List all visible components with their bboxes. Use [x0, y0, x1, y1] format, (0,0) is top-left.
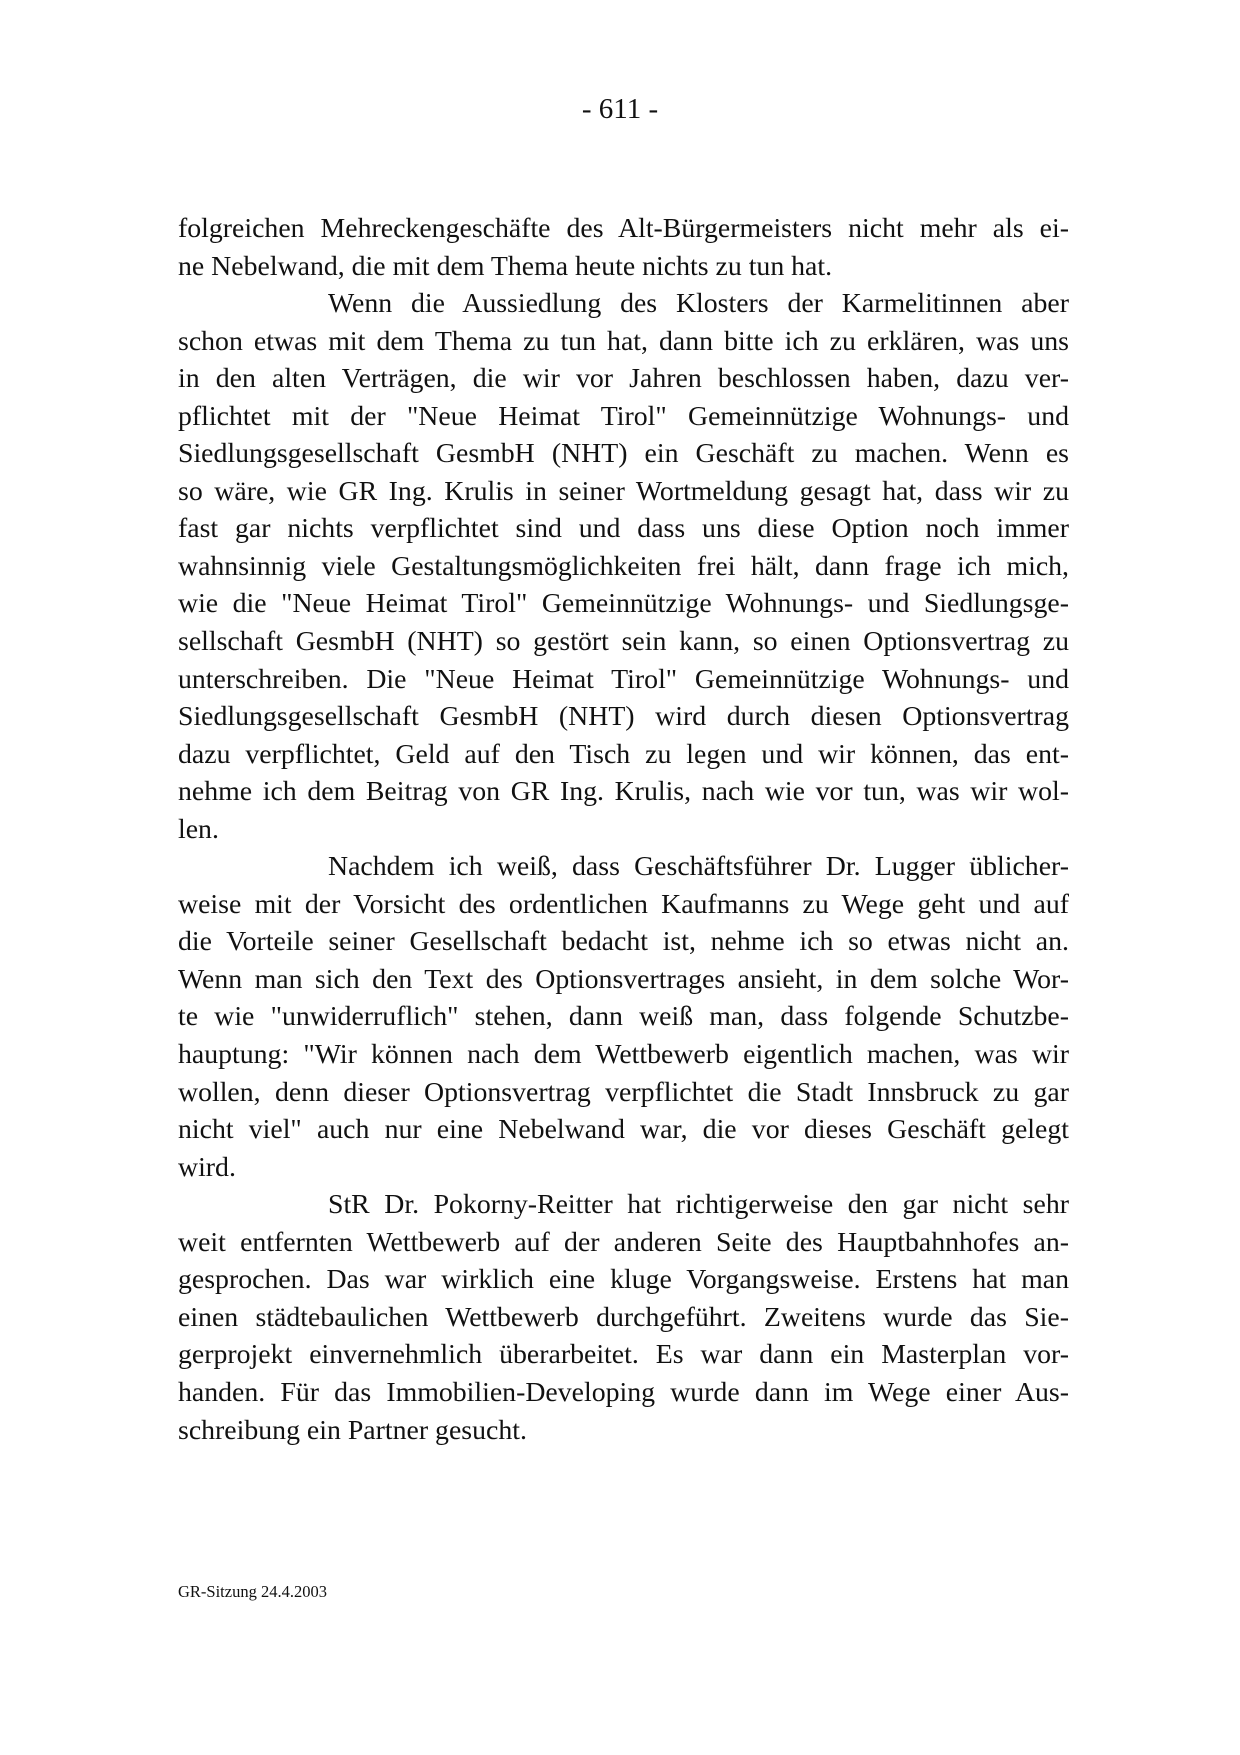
text-line: te wie "unwiderruflich" stehen, dann weiß man, dass folgende Schutzbe-	[178, 1001, 1069, 1033]
text-line: wie die "Neue Heimat Tirol" Gemeinnützige Wohnungs- und Siedlungsge-	[178, 588, 1069, 620]
text-line: schreibung ein Partner gesucht.	[178, 1414, 527, 1446]
text-line: dazu verpflichtet, Geld auf den Tisch zu legen und wir können, das ent-	[178, 738, 1069, 770]
body-text	[178, 210, 1069, 1449]
text-line: gesprochen. Das war wirklich eine kluge Vorgangsweise. Erstens hat man	[178, 1264, 1069, 1296]
text-line: folgreichen Mehreckengeschäfte des Alt-Bürgermeisters nicht mehr als ei-	[178, 213, 1069, 244]
text-line: nehme ich dem Beitrag von GR Ing. Krulis, nach wie vor tun, was wir wol-	[178, 776, 1069, 808]
text-line: in den alten Verträgen, die wir vor Jahren beschlossen haben, dazu ver-	[178, 363, 1069, 395]
text-line: die Vorteile seiner Gesellschaft bedacht ist, nehme ich so etwas nicht an.	[178, 926, 1069, 958]
text-line: fast gar nichts verpflichtet sind und dass uns diese Option noch immer	[178, 513, 1069, 545]
page-number: - 611 -	[581, 93, 659, 125]
text-line: len.	[178, 813, 219, 845]
text-line: so wäre, wie GR Ing. Krulis in seiner Wortmeldung gesagt hat, dass wir zu	[178, 475, 1069, 507]
text-line: wahnsinnig viele Gestaltungsmöglichkeiten frei hält, dann frage ich mich,	[178, 550, 1069, 582]
text-line: hauptung: "Wir können nach dem Wettbewerb eigentlich machen, was wir	[178, 1039, 1069, 1071]
text-line: Siedlungsgesellschaft GesmbH (NHT) wird durch diesen Optionsvertrag	[178, 701, 1069, 733]
text-line: handen. Für das Immobilien-Developing wurde dann im Wege einer Aus-	[178, 1376, 1069, 1408]
text-line: weit entfernten Wettbewerb auf der anderen Seite des Hauptbahnhofes an-	[178, 1226, 1069, 1258]
text-line: weise mit der Vorsicht des ordentlichen Kaufmanns zu Wege geht und auf	[178, 888, 1069, 920]
text-line: einen städtebaulichen Wettbewerb durchgeführt. Zweitens wurde das Sie-	[178, 1301, 1069, 1333]
text-line: gerprojekt einvernehmlich überarbeitet. Es war dann ein Masterplan vor-	[178, 1339, 1069, 1371]
text-line: schon etwas mit dem Thema zu tun hat, dann bitte ich zu erklären, was uns	[178, 325, 1069, 357]
text-line: ne Nebelwand, die mit dem Thema heute nichts zu tun hat.	[178, 250, 833, 282]
paragraph-first-line: Nachdem ich weiß, dass Geschäftsführer Dr. Lugger üblicher-	[328, 851, 1069, 883]
text-line: unterschreiben. Die "Neue Heimat Tirol" Gemeinnützige Wohnungs- und	[178, 663, 1069, 695]
text-line: nicht viel" auch nur eine Nebelwand war, die vor dieses Geschäft gelegt	[178, 1114, 1069, 1146]
paragraph-first-line: Wenn die Aussiedlung des Klosters der Karmelitinnen aber	[328, 288, 1069, 320]
text-line: pflichtet mit der "Neue Heimat Tirol" Gemeinnützige Wohnungs- und	[178, 400, 1069, 432]
text-line: wird.	[178, 1151, 236, 1183]
footer: GR-Sitzung 24.4.2003	[178, 1582, 327, 1601]
text-line: sellschaft GesmbH (NHT) so gestört sein kann, so einen Optionsvertrag zu	[178, 626, 1069, 658]
text-line: Siedlungsgesellschaft GesmbH (NHT) ein Geschäft zu machen. Wenn es	[178, 438, 1069, 470]
paragraph-first-line: StR Dr. Pokorny-Reitter hat richtigerweise den gar nicht sehr	[328, 1189, 1069, 1221]
text-line: wollen, denn dieser Optionsvertrag verpflichtet die Stadt Innsbruck zu gar	[178, 1076, 1069, 1108]
text-line: Wenn man sich den Text des Optionsvertrages ansieht, in dem solche Wor-	[178, 963, 1069, 995]
